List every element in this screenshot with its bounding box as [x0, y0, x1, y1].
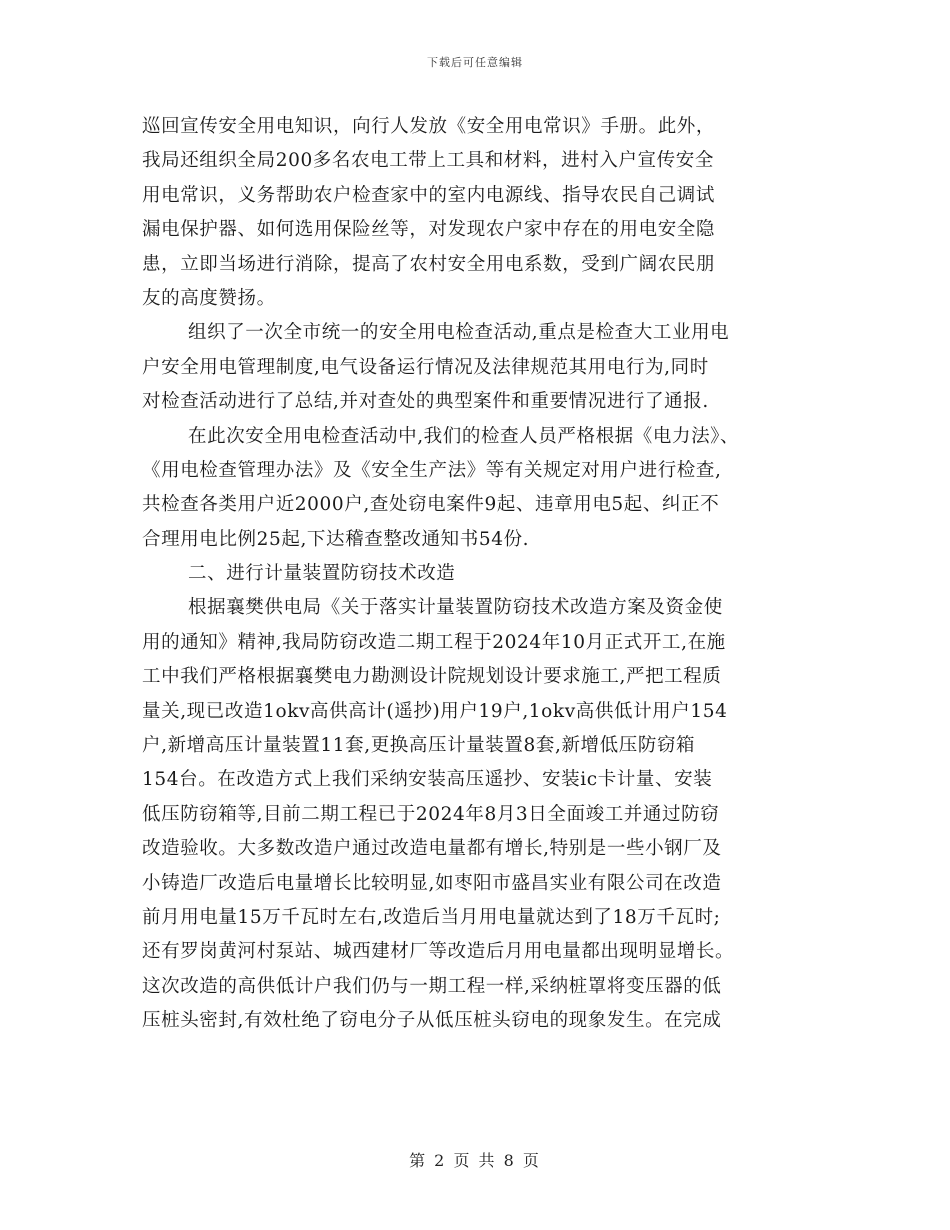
text-line: 改造验收。大多数改造户通过改造电量都有增长,特别是一些小钢厂及: [142, 838, 722, 860]
text-line: 《用电检查管理办法》及《安全生产法》等有关规定对用户进行检查,: [142, 459, 722, 481]
text-line: 户,新增高压计量装置11套,更换高压计量装置8套,新增低压防窃箱: [142, 735, 696, 757]
text-line: 共检查各类用户近2000户,查处窃电案件9起、违章用电5起、纠正不: [142, 494, 720, 516]
text-line: 低压防窃箱等,目前二期工程已于2024年8月3日全面竣工并通过防窃: [142, 803, 720, 825]
document-body: [142, 110, 812, 1039]
text-line: 组织了一次全市统一的安全用电检查活动,重点是检查大工业用电: [188, 322, 730, 344]
text-line: 量关,现已改造1okv高供高计(遥抄)用户19户,1okv高供低计用户154: [142, 700, 728, 722]
text-line: 患，立即当场进行消除，提高了农村安全用电系数，受到广阔农民朋: [142, 253, 716, 275]
text-line: 根据襄樊供电局《关于落实计量装置防窃技术改造方案及资金使: [188, 597, 723, 619]
text-line: 在此次安全用电检查活动中,我们的检查人员严格根据《电力法》、: [188, 425, 740, 447]
text-line: 工中我们严格根据襄樊电力勘测设计院规划设计要求施工,严把工程质: [142, 666, 722, 688]
text-line: 户安全用电管理制度,电气设备运行情况及法律规范其用电行为,同时: [142, 356, 709, 378]
text-line: 对检查活动进行了总结,并对查处的典型案件和重要情况进行了通报.: [142, 391, 709, 413]
text-line: 巡回宣传安全用电知识，向行人发放《安全用电常识》手册。此外，: [142, 116, 716, 137]
text-line: 用的通知》精神,我局防窃改造二期工程于2024年10月正式开工,在施: [142, 631, 726, 653]
page-header: 下载后可任意编辑: [427, 56, 523, 69]
text-line: 压桩头密封,有效杜绝了窃电分子从低压桩头窃电的现象发生。在完成: [142, 1010, 722, 1032]
text-line: 二、进行计量装置防窃技术改造: [188, 563, 456, 585]
text-line: 154台。在改造方式上我们采纳安装高压遥抄、安装ic卡计量、安装: [142, 769, 713, 791]
text-line: 用电常识，义务帮助农户检查家中的室内电源线、指导农民自己调试: [142, 184, 716, 206]
text-line: 友的高度赞扬。: [142, 287, 276, 309]
text-line: 这次改造的高供低计户我们仍与一期工程一样,采纳桩罩将变压器的低: [142, 975, 722, 997]
page-number: 第 2 页 共 8 页: [409, 1151, 541, 1170]
text-line: 前月用电量15万千瓦时左右,改造后当月用电量就达到了18万千瓦时;: [142, 906, 721, 928]
text-line: 合理用电比例25起,下达稽查整改通知书54份.: [142, 528, 530, 550]
text-line: 小铸造厂改造后电量增长比较明显,如枣阳市盛昌实业有限公司在改造: [142, 872, 722, 894]
text-line: 我局还组织全局200多名农电工带上工具和材料，进村入户宣传安全: [142, 150, 714, 172]
text-line: 漏电保护器、如何选用保险丝等，对发现农户家中存在的用电安全隐: [142, 219, 716, 241]
text-line: 还有罗岗黄河村泵站、城西建材厂等改造后月用电量都出现明显增长。: [142, 941, 735, 963]
